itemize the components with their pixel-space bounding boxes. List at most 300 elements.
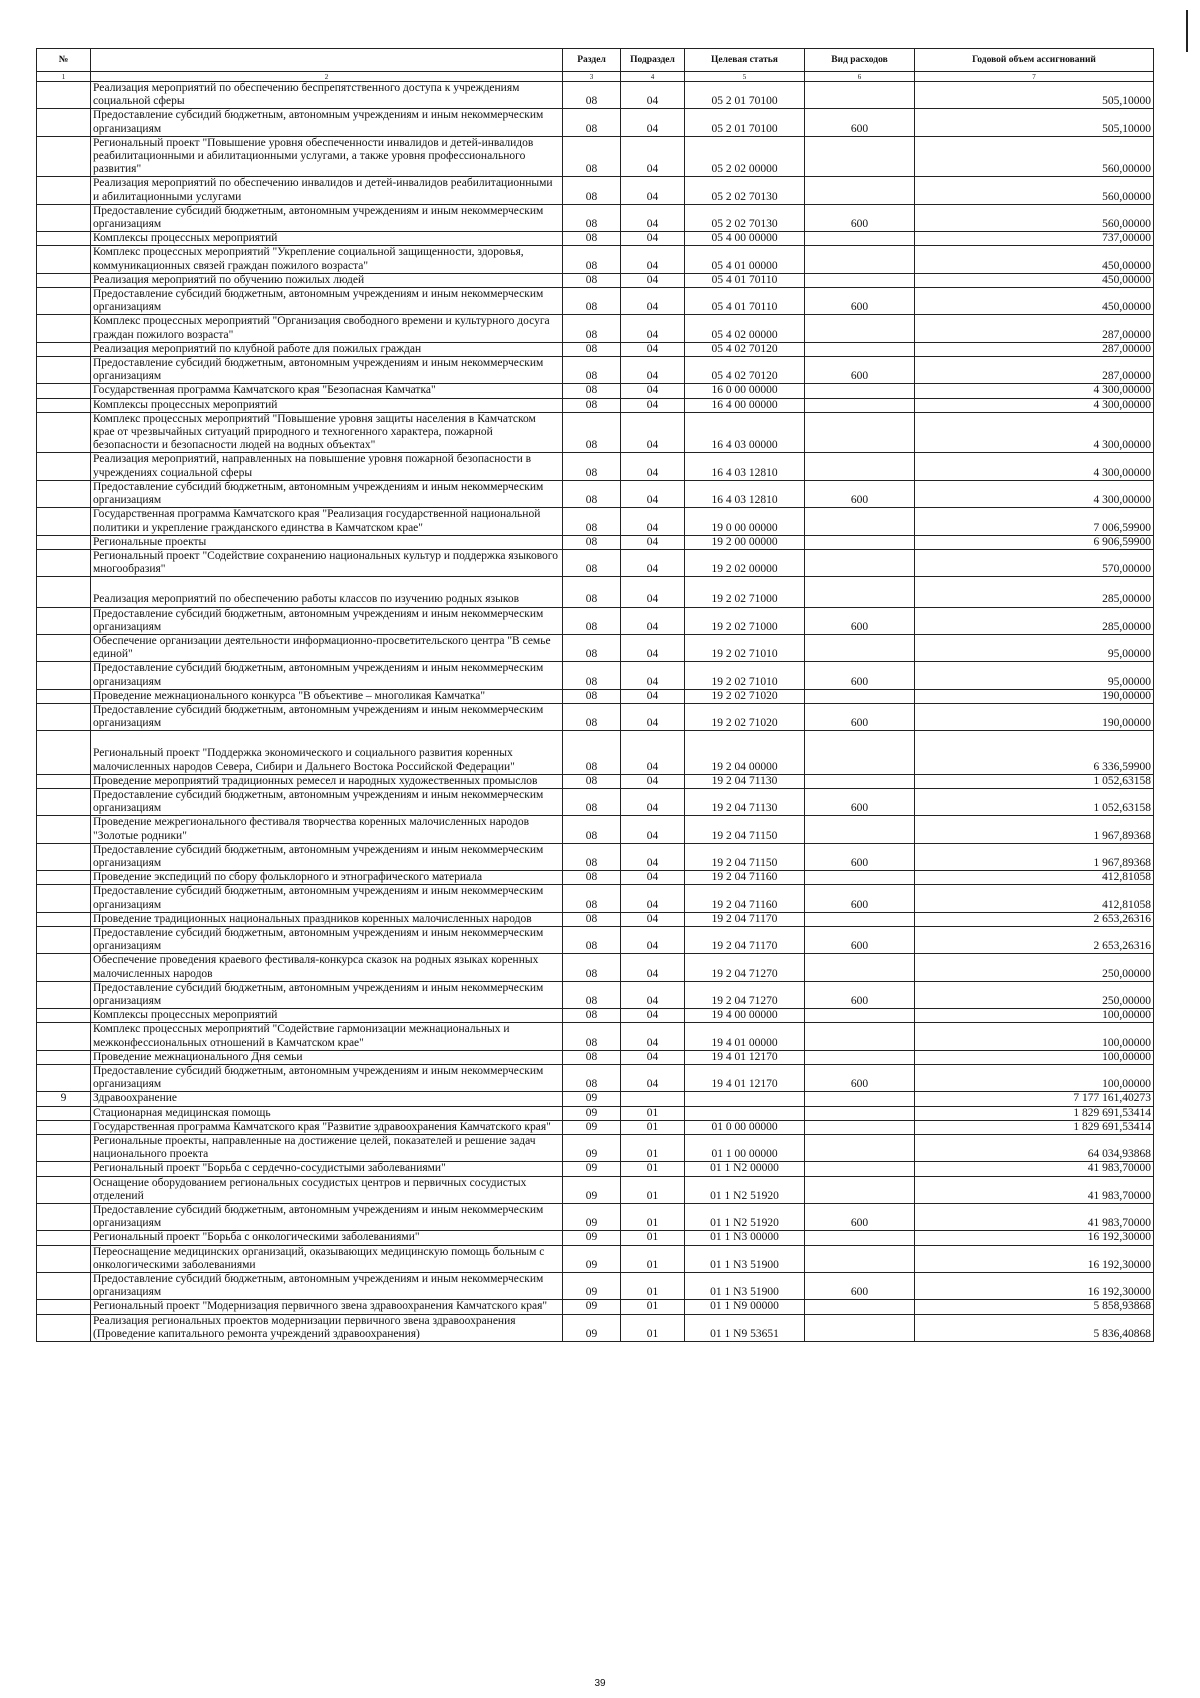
row-number	[37, 273, 91, 287]
row-kind	[805, 1009, 915, 1023]
row-subsection: 04	[621, 981, 685, 1008]
row-name: Предоставление субсидий бюджетным, автономным учреждениям и иным некоммерческим организациям	[91, 788, 563, 815]
row-number	[37, 1009, 91, 1023]
row-target: 19 4 00 00000	[685, 1009, 805, 1023]
table-row	[37, 204, 1154, 231]
row-kind: 600	[805, 204, 915, 231]
table-row	[37, 1300, 1154, 1314]
colnum-7: 7	[915, 72, 1154, 82]
row-amount: 570,00000	[915, 549, 1154, 576]
row-amount: 287,00000	[915, 342, 1154, 356]
row-section: 09	[563, 1162, 621, 1176]
row-kind	[805, 232, 915, 246]
row-section: 08	[563, 912, 621, 926]
row-target: 19 0 00 00000	[685, 508, 805, 535]
row-amount: 4 300,00000	[915, 412, 1154, 453]
row-amount: 737,00000	[915, 232, 1154, 246]
row-section: 09	[563, 1231, 621, 1245]
colnum-5: 5	[685, 72, 805, 82]
row-amount: 16 192,30000	[915, 1231, 1154, 1245]
row-target: 01 1 N2 51920	[685, 1176, 805, 1203]
row-section: 08	[563, 1050, 621, 1064]
row-amount: 100,00000	[915, 1050, 1154, 1064]
row-section: 08	[563, 412, 621, 453]
table-row	[37, 357, 1154, 384]
row-number	[37, 288, 91, 315]
row-subsection: 04	[621, 288, 685, 315]
row-name: Предоставление субсидий бюджетным, автономным учреждениям и иным некоммерческим организациям	[91, 204, 563, 231]
row-subsection: 04	[621, 177, 685, 204]
row-target: 19 2 04 71130	[685, 788, 805, 815]
row-target: 01 1 00 00000	[685, 1135, 805, 1162]
row-section: 08	[563, 774, 621, 788]
row-name: Региональный проект "Содействие сохранению национальных культур и поддержка языкового многообразия"	[91, 549, 563, 576]
row-kind	[805, 871, 915, 885]
row-section: 08	[563, 453, 621, 480]
row-subsection: 04	[621, 912, 685, 926]
row-section: 08	[563, 731, 621, 774]
row-name: Комплексы процессных мероприятий	[91, 232, 563, 246]
row-subsection: 04	[621, 398, 685, 412]
row-amount: 287,00000	[915, 315, 1154, 342]
table-row	[37, 634, 1154, 661]
row-subsection: 04	[621, 136, 685, 177]
table-header-row	[37, 49, 1154, 72]
table-row	[37, 871, 1154, 885]
row-number	[37, 703, 91, 730]
row-section: 08	[563, 843, 621, 870]
row-number	[37, 634, 91, 661]
row-name: Комплекс процессных мероприятий "Укрепление социальной защищенности, здоровья, коммуникационных связей граждан пожилого возраста"	[91, 246, 563, 273]
row-subsection: 01	[621, 1120, 685, 1134]
row-amount: 41 983,70000	[915, 1176, 1154, 1203]
row-section: 08	[563, 357, 621, 384]
row-name: Реализация мероприятий по обеспечению инвалидов и детей-инвалидов реабилитационными и абилитационными услугами	[91, 177, 563, 204]
row-subsection	[621, 1092, 685, 1106]
table-row	[37, 412, 1154, 453]
row-number	[37, 577, 91, 607]
row-kind	[805, 177, 915, 204]
row-subsection: 01	[621, 1300, 685, 1314]
row-amount: 560,00000	[915, 177, 1154, 204]
row-amount: 190,00000	[915, 703, 1154, 730]
table-row	[37, 954, 1154, 981]
row-section: 08	[563, 1065, 621, 1092]
row-number	[37, 1176, 91, 1203]
row-section: 08	[563, 246, 621, 273]
row-kind	[805, 1231, 915, 1245]
row-subsection: 04	[621, 954, 685, 981]
row-target: 19 2 00 00000	[685, 535, 805, 549]
row-number	[37, 1231, 91, 1245]
table-row	[37, 246, 1154, 273]
table-row	[37, 1314, 1154, 1341]
row-amount: 560,00000	[915, 204, 1154, 231]
row-name: Проведение экспедиций по сбору фольклорного и этнографического материала	[91, 871, 563, 885]
row-name: Реализация мероприятий по обеспечению работы классов по изучению родных языков	[91, 577, 563, 607]
table-row	[37, 1176, 1154, 1203]
table-row	[37, 731, 1154, 774]
row-section: 08	[563, 954, 621, 981]
table-row	[37, 1162, 1154, 1176]
colnum-2: 2	[91, 72, 563, 82]
row-target: 19 2 04 71160	[685, 871, 805, 885]
row-kind: 600	[805, 662, 915, 689]
row-subsection: 01	[621, 1162, 685, 1176]
row-subsection: 01	[621, 1314, 685, 1341]
row-target: 19 2 02 71020	[685, 689, 805, 703]
row-target: 05 4 02 70120	[685, 357, 805, 384]
row-amount: 287,00000	[915, 357, 1154, 384]
row-number	[37, 315, 91, 342]
table-row	[37, 1050, 1154, 1064]
row-subsection: 04	[621, 232, 685, 246]
document-page	[36, 48, 1153, 1342]
row-subsection: 04	[621, 816, 685, 843]
row-name: Реализация региональных проектов модернизации первичного звена здравоохранения (Проведение капитального ремонта учреждений здравоохранения)	[91, 1314, 563, 1341]
row-target: 19 2 04 71150	[685, 816, 805, 843]
row-amount: 64 034,93868	[915, 1135, 1154, 1162]
table-body	[37, 82, 1154, 1342]
table-row	[37, 774, 1154, 788]
row-target: 05 2 01 70100	[685, 109, 805, 136]
page-number: 39	[594, 1678, 606, 1689]
table-row	[37, 1204, 1154, 1231]
row-number	[37, 1300, 91, 1314]
row-subsection: 01	[621, 1245, 685, 1272]
table-row	[37, 1023, 1154, 1050]
row-section: 08	[563, 607, 621, 634]
row-kind	[805, 634, 915, 661]
row-amount: 250,00000	[915, 954, 1154, 981]
row-number	[37, 232, 91, 246]
header-section: Раздел	[563, 49, 621, 72]
row-section: 08	[563, 871, 621, 885]
row-name: Предоставление субсидий бюджетным, автономным учреждениям и иным некоммерческим организациям	[91, 662, 563, 689]
row-subsection: 04	[621, 843, 685, 870]
row-kind	[805, 412, 915, 453]
row-target: 05 4 01 00000	[685, 246, 805, 273]
row-section: 09	[563, 1300, 621, 1314]
row-target: 16 4 00 00000	[685, 398, 805, 412]
table-row	[37, 315, 1154, 342]
row-section: 08	[563, 535, 621, 549]
row-subsection: 04	[621, 412, 685, 453]
row-kind: 600	[805, 885, 915, 912]
row-name: Комплекс процессных мероприятий "Повышение уровня защиты населения в Камчатском крае от чрезвычайных ситуаций природного и техногенного характера, пожарной безопасности и безопасности людей на водных объектах"	[91, 412, 563, 453]
row-name: Проведение мероприятий традиционных ремесел и народных художественных промыслов	[91, 774, 563, 788]
row-name: Предоставление субсидий бюджетным, автономным учреждениям и иным некоммерческим организациям	[91, 288, 563, 315]
row-number	[37, 1273, 91, 1300]
row-number	[37, 871, 91, 885]
row-number	[37, 480, 91, 507]
row-number	[37, 926, 91, 953]
row-section: 08	[563, 549, 621, 576]
row-subsection: 01	[621, 1231, 685, 1245]
row-number	[37, 398, 91, 412]
row-section: 09	[563, 1092, 621, 1106]
row-name: Предоставление субсидий бюджетным, автономным учреждениям и иным некоммерческим организациям	[91, 843, 563, 870]
table-row	[37, 82, 1154, 109]
row-amount: 412,81058	[915, 871, 1154, 885]
row-kind	[805, 1176, 915, 1203]
row-amount: 6 336,59900	[915, 731, 1154, 774]
row-number	[37, 177, 91, 204]
row-number	[37, 1106, 91, 1120]
table-row	[37, 607, 1154, 634]
row-kind	[805, 453, 915, 480]
row-amount: 16 192,30000	[915, 1273, 1154, 1300]
table-row	[37, 1009, 1154, 1023]
row-name: Проведение межнационального Дня семьи	[91, 1050, 563, 1064]
row-section: 08	[563, 816, 621, 843]
row-number	[37, 954, 91, 981]
row-name: Предоставление субсидий бюджетным, автономным учреждениям и иным некоммерческим организациям	[91, 926, 563, 953]
row-name: Проведение межнационального конкурса "В объективе – многоликая Камчатка"	[91, 689, 563, 703]
row-target	[685, 1092, 805, 1106]
row-section: 08	[563, 689, 621, 703]
row-subsection: 04	[621, 204, 685, 231]
row-section: 09	[563, 1135, 621, 1162]
row-kind: 600	[805, 788, 915, 815]
row-kind	[805, 273, 915, 287]
row-target: 01 1 N3 00000	[685, 1231, 805, 1245]
row-kind	[805, 1135, 915, 1162]
row-number	[37, 1120, 91, 1134]
table-row	[37, 926, 1154, 953]
row-kind: 600	[805, 1273, 915, 1300]
table-row	[37, 232, 1154, 246]
row-section: 09	[563, 1314, 621, 1341]
row-kind	[805, 1023, 915, 1050]
row-amount: 250,00000	[915, 981, 1154, 1008]
row-subsection: 04	[621, 788, 685, 815]
row-target: 19 2 02 00000	[685, 549, 805, 576]
row-name: Оснащение оборудованием региональных сосудистых центров и первичных сосудистых отделений	[91, 1176, 563, 1203]
row-subsection: 04	[621, 774, 685, 788]
row-name: Переоснащение медицинских организаций, оказывающих медицинскую помощь больным с онкологическими заболеваниями	[91, 1245, 563, 1272]
table-row	[37, 384, 1154, 398]
table-row	[37, 885, 1154, 912]
row-kind	[805, 912, 915, 926]
row-kind	[805, 246, 915, 273]
row-name: Предоставление субсидий бюджетным, автономным учреждениям и иным некоммерческим организациям	[91, 109, 563, 136]
row-subsection: 01	[621, 1135, 685, 1162]
row-amount: 412,81058	[915, 885, 1154, 912]
row-amount: 41 983,70000	[915, 1162, 1154, 1176]
row-amount: 95,00000	[915, 662, 1154, 689]
row-subsection: 04	[621, 480, 685, 507]
row-kind	[805, 816, 915, 843]
row-target: 16 4 03 00000	[685, 412, 805, 453]
row-number	[37, 109, 91, 136]
row-kind: 600	[805, 981, 915, 1008]
row-target: 16 0 00 00000	[685, 384, 805, 398]
row-subsection: 04	[621, 273, 685, 287]
row-kind	[805, 1050, 915, 1064]
row-subsection: 01	[621, 1176, 685, 1203]
table-row	[37, 981, 1154, 1008]
row-section: 08	[563, 315, 621, 342]
table-row	[37, 1135, 1154, 1162]
row-amount: 2 653,26316	[915, 926, 1154, 953]
row-target: 05 4 01 70110	[685, 288, 805, 315]
row-target: 19 2 04 71170	[685, 926, 805, 953]
row-section: 08	[563, 288, 621, 315]
row-number	[37, 549, 91, 576]
row-target: 19 4 01 12170	[685, 1065, 805, 1092]
row-subsection: 04	[621, 384, 685, 398]
row-subsection: 04	[621, 535, 685, 549]
row-kind	[805, 1162, 915, 1176]
row-name: Предоставление субсидий бюджетным, автономным учреждениям и иным некоммерческим организациям	[91, 480, 563, 507]
row-number	[37, 981, 91, 1008]
row-target: 01 1 N3 51900	[685, 1245, 805, 1272]
row-subsection: 01	[621, 1204, 685, 1231]
row-amount: 100,00000	[915, 1023, 1154, 1050]
row-number	[37, 1050, 91, 1064]
row-kind: 600	[805, 926, 915, 953]
row-kind: 600	[805, 607, 915, 634]
row-amount: 1 967,89368	[915, 816, 1154, 843]
row-amount: 7 177 161,40273	[915, 1092, 1154, 1106]
header-name	[91, 49, 563, 72]
row-subsection: 04	[621, 549, 685, 576]
row-kind	[805, 1245, 915, 1272]
row-name: Государственная программа Камчатского края "Развитие здравоохранения Камчатского края"	[91, 1120, 563, 1134]
row-name: Реализация мероприятий по обеспечению беспрепятственного доступа к учреждениям социальной сферы	[91, 82, 563, 109]
row-kind	[805, 954, 915, 981]
row-section: 08	[563, 788, 621, 815]
row-section: 08	[563, 82, 621, 109]
row-name: Комплексы процессных мероприятий	[91, 398, 563, 412]
header-no: №	[37, 49, 91, 72]
row-name: Региональный проект "Модернизация первичного звена здравоохранения Камчатского края"	[91, 1300, 563, 1314]
row-amount: 1 829 691,53414	[915, 1106, 1154, 1120]
table-row	[37, 788, 1154, 815]
row-kind: 600	[805, 1204, 915, 1231]
colnum-4: 4	[621, 72, 685, 82]
row-number	[37, 689, 91, 703]
table-row	[37, 1273, 1154, 1300]
row-number	[37, 788, 91, 815]
budget-table	[36, 48, 1154, 1342]
row-target: 01 1 N3 51900	[685, 1273, 805, 1300]
row-number	[37, 1065, 91, 1092]
row-amount: 285,00000	[915, 607, 1154, 634]
row-subsection: 04	[621, 577, 685, 607]
row-target: 05 4 02 70120	[685, 342, 805, 356]
row-kind	[805, 1092, 915, 1106]
table-row	[37, 288, 1154, 315]
row-subsection: 04	[621, 82, 685, 109]
row-number	[37, 535, 91, 549]
row-target: 19 2 02 71010	[685, 662, 805, 689]
row-name: Комплекс процессных мероприятий "Организация свободного времени и культурного досуга граждан пожилого возраста"	[91, 315, 563, 342]
row-target: 19 2 04 00000	[685, 731, 805, 774]
row-subsection: 04	[621, 926, 685, 953]
row-name: Предоставление субсидий бюджетным, автономным учреждениям и иным некоммерческим организациям	[91, 1065, 563, 1092]
row-name: Обеспечение организации деятельности информационно-просветительского центра "В семье единой"	[91, 634, 563, 661]
table-row	[37, 703, 1154, 730]
row-name: Региональный проект "Борьба с сердечно-сосудистыми заболеваниями"	[91, 1162, 563, 1176]
row-subsection: 04	[621, 1009, 685, 1023]
row-name: Предоставление субсидий бюджетным, автономным учреждениям и иным некоммерческим организациям	[91, 1273, 563, 1300]
row-number	[37, 843, 91, 870]
row-number	[37, 1245, 91, 1272]
row-target: 19 4 01 12170	[685, 1050, 805, 1064]
row-name: Стационарная медицинская помощь	[91, 1106, 563, 1120]
table-row	[37, 1106, 1154, 1120]
row-section: 09	[563, 1273, 621, 1300]
row-amount: 285,00000	[915, 577, 1154, 607]
row-subsection: 04	[621, 634, 685, 661]
table-row	[37, 398, 1154, 412]
row-section: 08	[563, 1023, 621, 1050]
row-number	[37, 82, 91, 109]
table-row	[37, 273, 1154, 287]
row-amount: 1 052,63158	[915, 788, 1154, 815]
row-number	[37, 204, 91, 231]
row-number	[37, 662, 91, 689]
row-section: 08	[563, 232, 621, 246]
colnum-3: 3	[563, 72, 621, 82]
row-number	[37, 1314, 91, 1341]
row-subsection: 04	[621, 357, 685, 384]
row-name: Региональные проекты, направленные на достижение целей, показателей и решение задач национального проекта	[91, 1135, 563, 1162]
row-kind: 600	[805, 1065, 915, 1092]
row-section: 08	[563, 204, 621, 231]
row-number	[37, 1162, 91, 1176]
row-number	[37, 508, 91, 535]
row-target: 01 1 N2 51920	[685, 1204, 805, 1231]
row-subsection: 01	[621, 1273, 685, 1300]
table-row	[37, 1231, 1154, 1245]
row-section: 08	[563, 273, 621, 287]
row-amount: 450,00000	[915, 273, 1154, 287]
row-kind: 600	[805, 703, 915, 730]
row-subsection: 04	[621, 1023, 685, 1050]
colnum-1: 1	[37, 72, 91, 82]
row-number	[37, 1204, 91, 1231]
row-kind	[805, 315, 915, 342]
row-target: 05 4 01 70110	[685, 273, 805, 287]
row-target: 01 1 N9 53651	[685, 1314, 805, 1341]
row-number	[37, 246, 91, 273]
table-row	[37, 1245, 1154, 1272]
row-section: 09	[563, 1245, 621, 1272]
row-kind	[805, 774, 915, 788]
row-section: 08	[563, 177, 621, 204]
row-kind	[805, 82, 915, 109]
row-target	[685, 1106, 805, 1120]
row-target: 01 1 N9 00000	[685, 1300, 805, 1314]
row-number	[37, 136, 91, 177]
row-section: 08	[563, 398, 621, 412]
table-row	[37, 1065, 1154, 1092]
row-section: 09	[563, 1204, 621, 1231]
row-target: 01 0 00 00000	[685, 1120, 805, 1134]
row-amount: 4 300,00000	[915, 398, 1154, 412]
row-subsection: 04	[621, 315, 685, 342]
table-row	[37, 689, 1154, 703]
row-kind	[805, 549, 915, 576]
table-row	[37, 662, 1154, 689]
row-subsection: 04	[621, 342, 685, 356]
row-kind	[805, 1106, 915, 1120]
row-name: Реализация мероприятий по обучению пожилых людей	[91, 273, 563, 287]
row-target: 16 4 03 12810	[685, 453, 805, 480]
